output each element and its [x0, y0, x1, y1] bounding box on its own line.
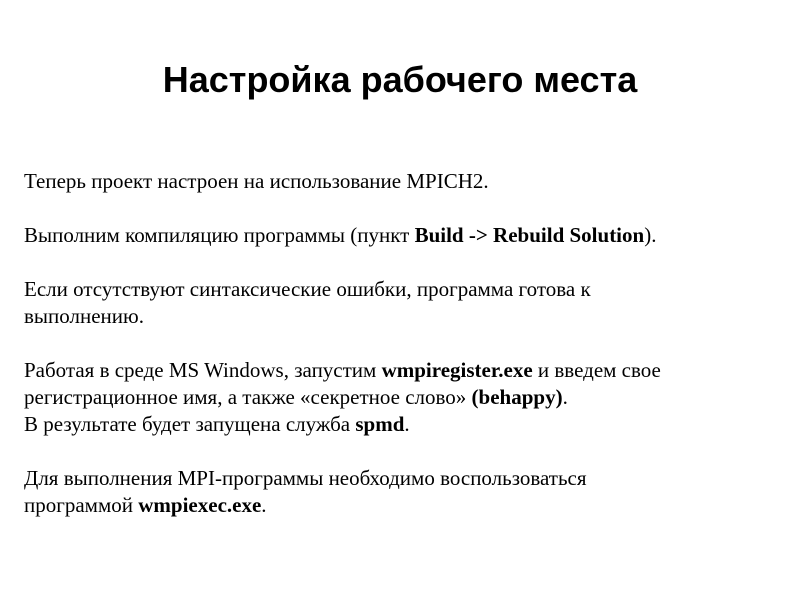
text-line: [24, 303, 784, 330]
text-segment: .: [261, 493, 267, 517]
text-segment: .: [562, 385, 568, 409]
text-segment: программой: [24, 493, 139, 517]
text-line: [24, 168, 784, 195]
text-line: [24, 384, 784, 411]
bold-text: wmpiregister.exe: [381, 358, 533, 382]
text-segment: .: [404, 412, 410, 436]
text-segment: ).: [644, 223, 657, 247]
paragraph: [24, 357, 784, 438]
paragraph: [24, 222, 784, 249]
text-segment: и введем свое: [532, 358, 661, 382]
paragraph: [24, 168, 784, 195]
slide-title: Настройка рабочего места: [162, 59, 638, 100]
text-segment: Работая в среде MS Windows, запустим: [24, 358, 382, 382]
text-line: [24, 222, 784, 249]
bold-text: wmpiexec.exe: [138, 493, 262, 517]
text-segment: Если отсутствуют синтаксические ошибки, программа готова к: [24, 277, 591, 301]
bold-text: spmd: [355, 412, 405, 436]
text-line: [24, 492, 784, 519]
text-segment: регистрационное имя, а также «секретное слово»: [24, 385, 472, 409]
bold-text: (behappy): [471, 385, 563, 409]
paragraph: [24, 465, 784, 519]
text-line: [24, 357, 784, 384]
bold-text: Build -> Rebuild Solution: [414, 223, 645, 247]
text-line: [24, 276, 784, 303]
text-line: [24, 411, 784, 438]
text-segment: В результате будет запущена служба: [24, 412, 356, 436]
text-segment: выполнению.: [24, 304, 144, 328]
text-segment: Для выполнения MPI-программы необходимо воспользоваться: [24, 466, 587, 490]
text-segment: Теперь проект настроен на использование MPICH2.: [24, 169, 489, 193]
paragraph: [24, 276, 784, 330]
slide-body: [24, 168, 784, 546]
text-segment: Выполним компиляцию программы (пункт: [24, 223, 415, 247]
text-line: [24, 465, 784, 492]
